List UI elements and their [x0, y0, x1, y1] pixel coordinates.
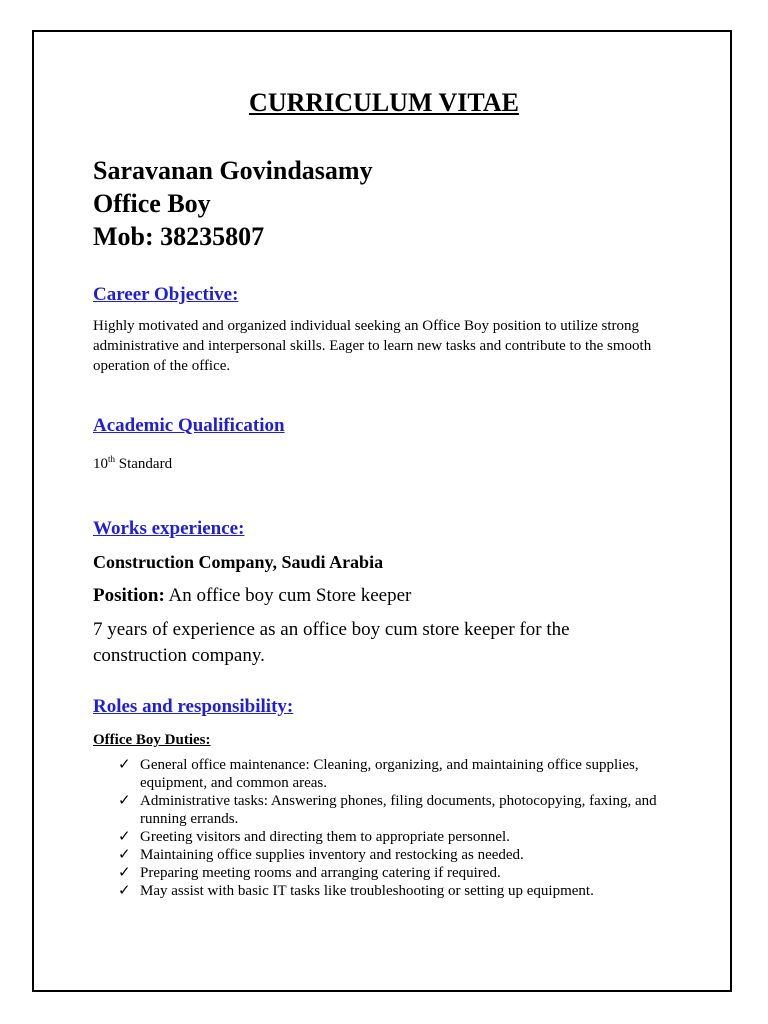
duty-text: May assist with basic IT tasks like troubleshooting or setting up equipment. — [140, 883, 594, 899]
check-icon: ✓ — [118, 829, 131, 845]
candidate-name: Saravanan Govindasamy — [93, 156, 373, 185]
list-item — [118, 792, 678, 828]
duty-text: Administrative tasks: Answering phones, filing documents, photocopying, faxing, and running errands. — [140, 793, 657, 827]
list-item — [118, 828, 678, 846]
duties-title: Office Boy Duties: — [93, 732, 211, 748]
list-item — [118, 756, 678, 792]
academic-level-rest: Standard — [115, 456, 173, 472]
list-item — [118, 882, 678, 900]
academic-level-suffix: th — [108, 454, 116, 464]
list-item — [118, 864, 678, 882]
check-icon: ✓ — [118, 793, 131, 809]
duty-text: General office maintenance: Cleaning, organizing, and maintaining office supplies, equipment, and common areas. — [140, 757, 639, 791]
company-name: Construction Company, Saudi Arabia — [93, 552, 384, 572]
work-experience-heading: Works experience: — [93, 518, 245, 539]
duty-text: Maintaining office supplies inventory and restocking as needed. — [140, 847, 524, 863]
position-line — [93, 585, 411, 607]
check-icon: ✓ — [118, 757, 131, 773]
candidate-mobile: Mob: 38235807 — [93, 222, 265, 251]
duty-text: Greeting visitors and directing them to appropriate personnel. — [140, 829, 510, 845]
position-label: Position: — [93, 585, 165, 606]
check-icon: ✓ — [118, 847, 131, 863]
candidate-job-title: Office Boy — [93, 189, 211, 218]
duty-text: Preparing meeting rooms and arranging catering if required. — [140, 865, 501, 881]
academic-level: 10 — [93, 456, 108, 472]
position-value: An office boy cum Store keeper — [164, 585, 412, 606]
duties-list — [118, 756, 678, 900]
career-objective-heading: Career Objective: — [93, 284, 239, 305]
academic-heading: Academic Qualification — [93, 415, 285, 436]
roles-heading: Roles and responsibility: — [93, 696, 294, 717]
check-icon: ✓ — [118, 883, 131, 899]
academic-qualification — [93, 449, 693, 474]
check-icon: ✓ — [118, 865, 131, 881]
career-objective-text: Highly motivated and organized individual seeking an Office Boy position to utilize strong administrative and interpersonal skills. Eager to learn new tasks and contribute to the smooth operation of the office. — [93, 318, 652, 374]
experience-summary: 7 years of experience as an office boy cum store keeper for the construction company. — [93, 619, 570, 666]
list-item — [118, 846, 678, 864]
document-title: CURRICULUM VITAE — [249, 88, 519, 117]
